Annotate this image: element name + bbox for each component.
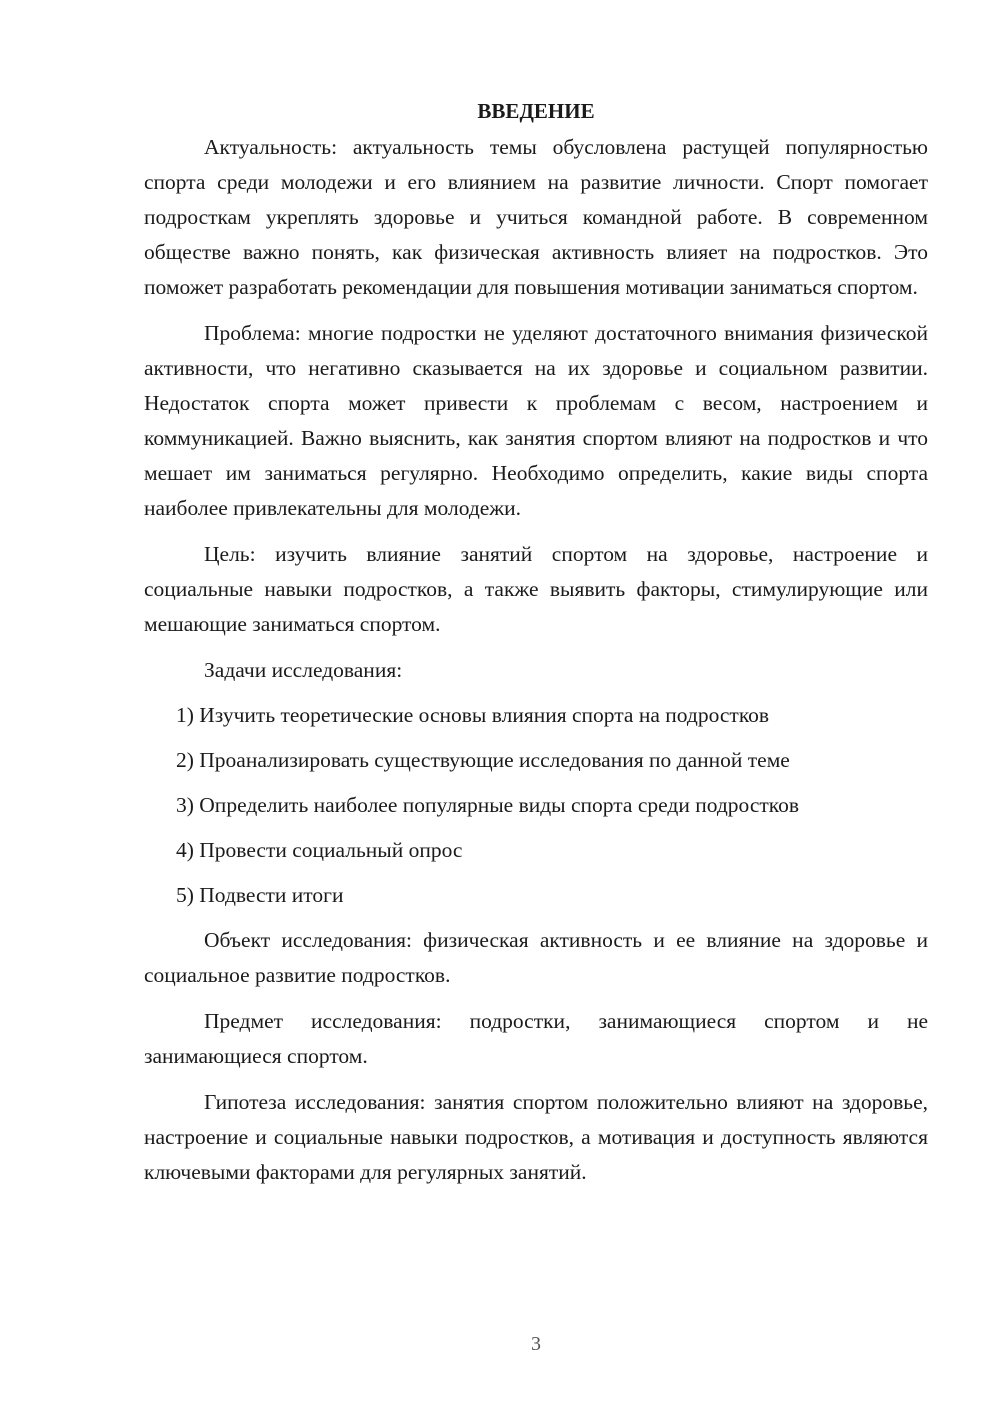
tasks-list xyxy=(144,698,928,913)
section-title: ВВЕДЕНИЕ xyxy=(477,99,595,123)
task-item-3: 3) Определить наиболее популярные виды спорта среди подростков xyxy=(176,793,800,817)
task-item-4: 4) Провести социальный опрос xyxy=(176,838,463,862)
page-number: 3 xyxy=(531,1333,541,1355)
problem-paragraph: Проблема: многие подростки не уделяют достаточного внимания физической активности, что негативно сказывается на их здоровье и социальном развитии. Недостаток спорта может привести к проблемам с весом, настроением и коммуникацией. Важно выяснить, как занятия спортом влияют на подростков и что мешает им заниматься регулярно. Необходимо определить, какие виды спорта наиболее привлекательны для молодежи. xyxy=(144,321,928,520)
relevance-paragraph: Актуальность: актуальность темы обусловлена растущей популярностью спорта среди молодежи и его влиянием на развитие личности. Спорт помогает подросткам укреплять здоровье и учиться командной работе. В современном обществе важно понять, как физическая активность влияет на подростков. Это поможет разработать рекомендации для повышения мотивации заниматься спортом. xyxy=(144,135,928,299)
goal-paragraph: Цель: изучить влияние занятий спортом на здоровье, настроение и социальные навыки подростков, а также выявить факторы, стимулирующие или мешающие заниматься спортом. xyxy=(144,542,928,636)
object-paragraph: Объект исследования: физическая активность и ее влияние на здоровье и социальное развитие подростков. xyxy=(144,928,928,987)
hypothesis-paragraph: Гипотеза исследования: занятия спортом положительно влияют на здоровье, настроение и социальные навыки подростков, а мотивация и доступность являются ключевыми факторами для регулярных занятий. xyxy=(144,1090,928,1184)
tasks-heading: Задачи исследования: xyxy=(204,658,403,682)
task-item-1: 1) Изучить теоретические основы влияния спорта на подростков xyxy=(176,703,770,727)
subject-paragraph: Предмет исследования: подростки, занимающиеся спортом и не занимающиеся спортом. xyxy=(144,1009,928,1068)
task-item-5: 5) Подвести итоги xyxy=(176,883,344,907)
document-page xyxy=(144,96,928,1201)
task-item-2: 2) Проанализировать существующие исследования по данной теме xyxy=(176,748,790,772)
